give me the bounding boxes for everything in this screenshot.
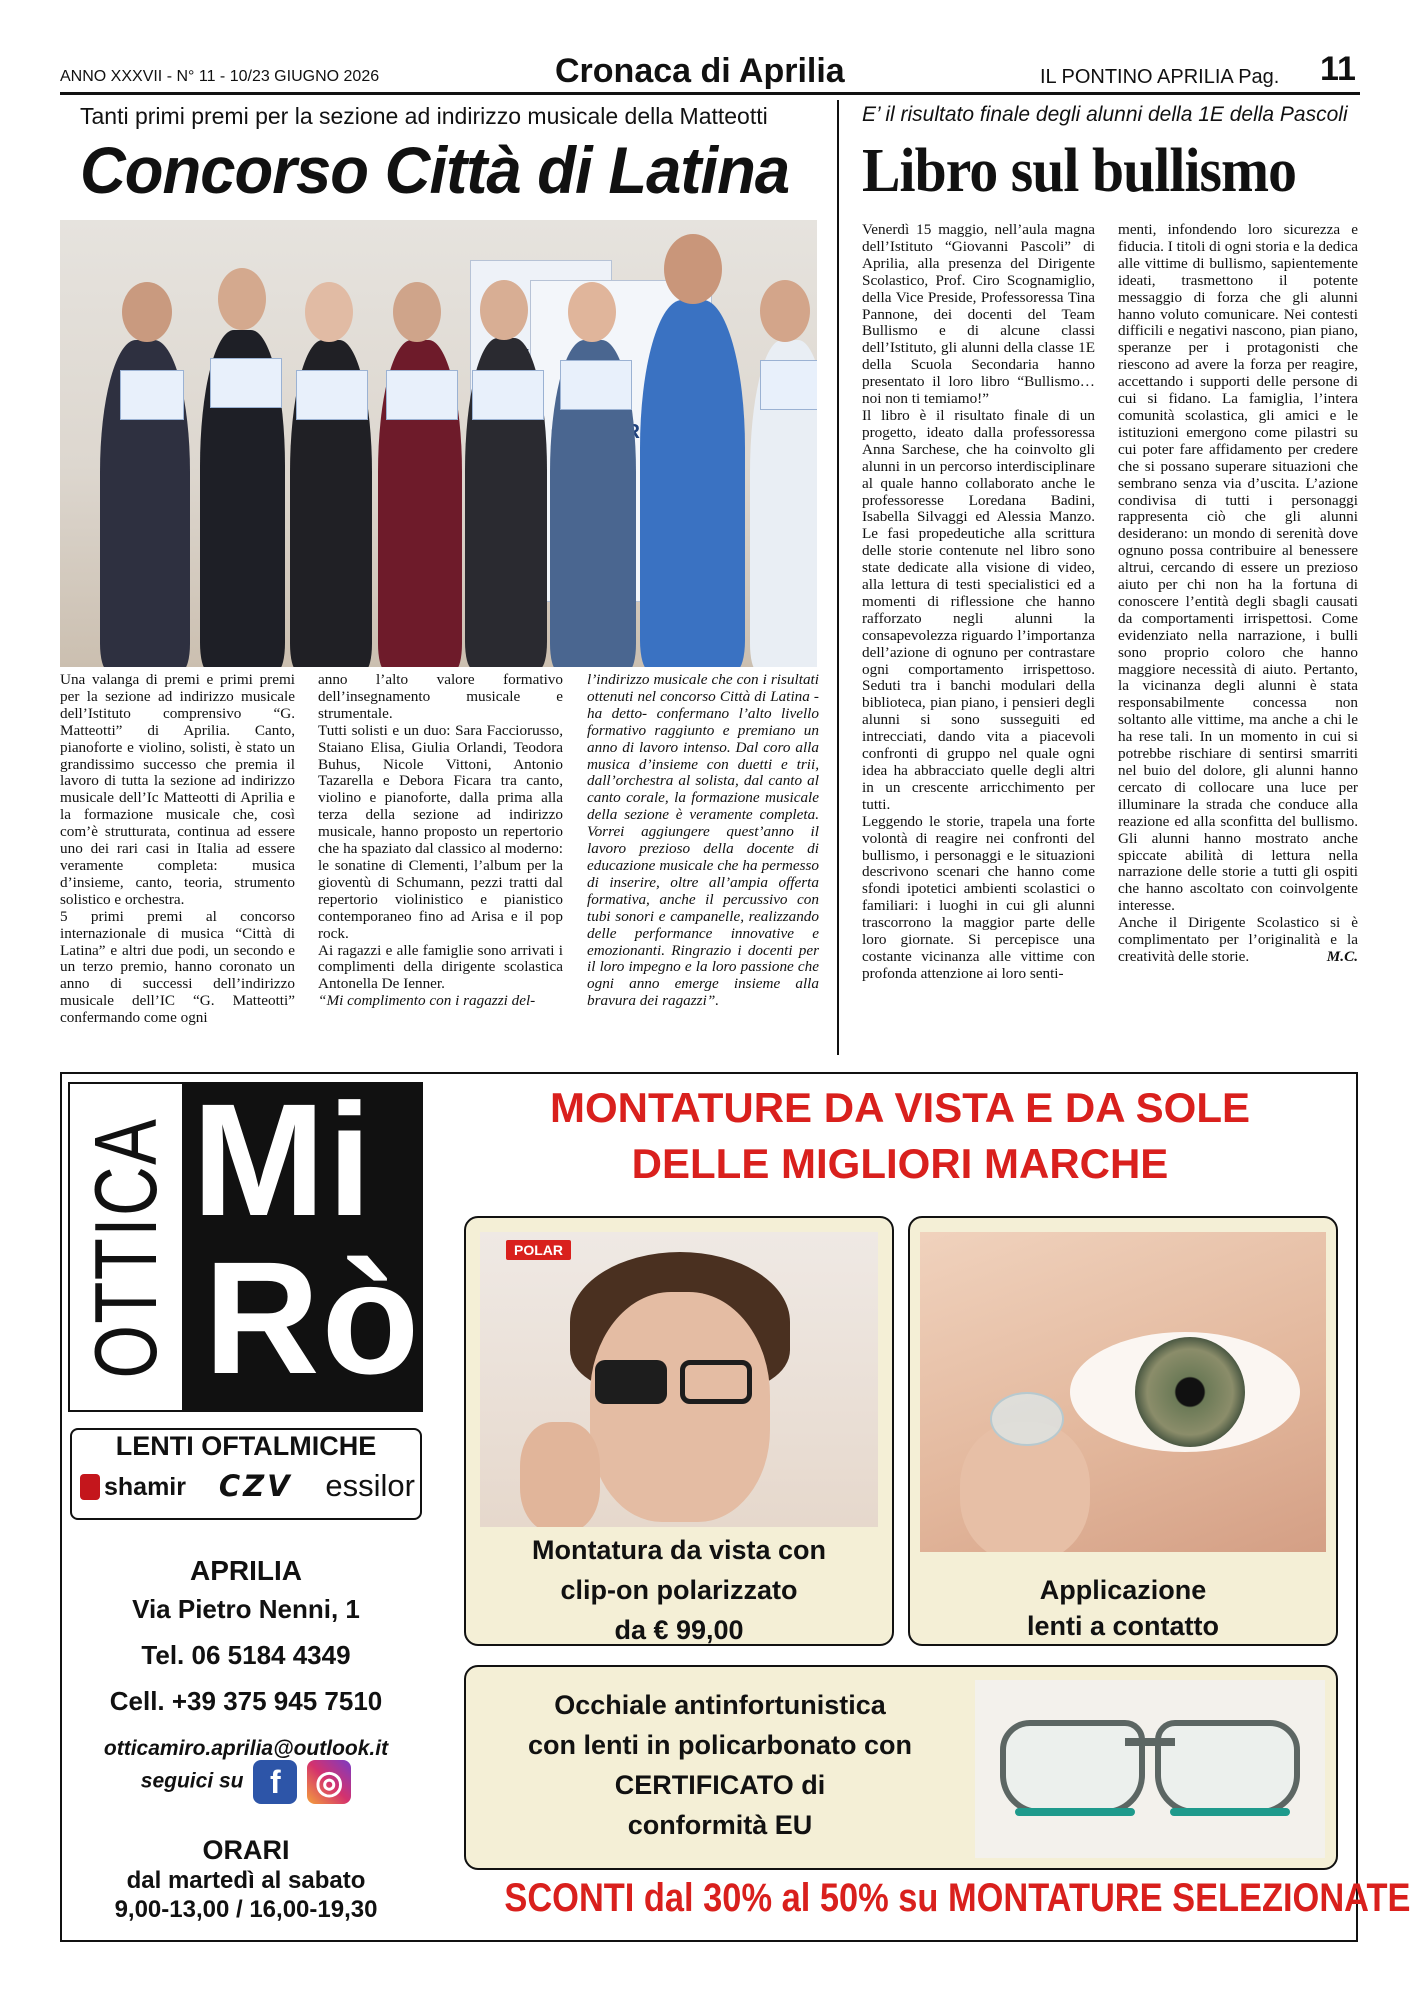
paragraph: Una valanga di premi e primi premi per la sezione ad indirizzo musicale dell’Istituto comprensivo “G. Matteotti” di Aprilia. Canto, pianoforte e violino, solisti, è stato un grandissimo successo che premia il lavoro di tutta la sezione ad indirizzo musicale dell’Ic Matteotti di Aprilia e la formazione musicale che, così com’è strutturata, continua ad essere uno dei rari casi in Italia ad essere veramente completa: musica d’insieme, canto, teoria, strumento solistico e orchestra.	[60, 671, 295, 908]
offer-line: lenti a contatto	[1026, 1611, 1219, 1641]
clip-on-lens-icon	[595, 1360, 667, 1404]
article-left-column-3	[587, 672, 819, 1010]
teal-trim-icon	[1015, 1808, 1135, 1816]
headline-line-2: DELLE MIGLIORI MARCHE	[631, 1140, 1169, 1187]
logo-ottica-text: OTTICA	[76, 1117, 175, 1379]
ad-headline	[440, 1080, 1360, 1192]
contact-lens-text	[912, 1572, 1334, 1644]
person-6-head	[568, 282, 616, 342]
certificate	[472, 370, 544, 420]
certificate	[210, 358, 282, 408]
shop-contacts	[70, 1552, 422, 1768]
contact-lens-icon	[990, 1392, 1064, 1446]
article-title: Concorso Città di Latina	[80, 133, 790, 207]
article-left-column-1	[60, 672, 295, 1027]
certificate	[560, 360, 632, 410]
brand-essilor: essilor	[325, 1468, 415, 1503]
iris-icon	[1135, 1337, 1245, 1447]
offer-line: con lenti in policarbonato con	[527, 1730, 912, 1760]
paragraph	[1118, 915, 1358, 966]
social-links	[70, 1760, 422, 1804]
person-5-head	[480, 280, 528, 340]
closing-sentence: Anche il Dirigente Scolastico si è complimentato per l’originalità e la creatività delle storie.	[1118, 914, 1358, 965]
brand-label: shamir	[104, 1472, 186, 1501]
article-kicker: E’ il risultato finale degli alunni della 1E della Pascoli	[862, 103, 1348, 126]
person-8-head	[760, 280, 810, 342]
offer-line: CERTIFICATO di	[614, 1770, 826, 1800]
person-2-head	[218, 268, 266, 330]
polar-badge: POLAR	[506, 1240, 571, 1260]
paragraph: Venerdì 15 maggio, nell’aula magna dell’Istituto “Giovanni Pascoli” di Aprilia, alla presenza del Dirigente Scolastico, Prof. Ciro Scognamiglio, della Vice Preside, Professoressa Tina Pannone, dei docenti del Team Bullismo e di alcune classi dell’Istituto, gli alunni della classe 1E della Scuola Secondaria hanno presentato il loro libro “Bullismo…noi non ti temiamo!”	[862, 221, 1095, 408]
lens-brands	[80, 1468, 415, 1504]
paper-name: IL PONTINO APRILIA Pag.	[1040, 66, 1280, 88]
hours-days: dal martedì al sabato	[126, 1867, 366, 1894]
facebook-icon[interactable]: f	[253, 1760, 297, 1804]
hours-times: 9,00-13,00 / 16,00-19,30	[114, 1896, 378, 1923]
offer-price: da € 99,00	[614, 1615, 744, 1645]
paragraph: Ai ragazzi e alle famiglie sono arrivati i complimenti della dirigente scolastica Antonella De Ienner.	[318, 941, 563, 993]
headline-line-1: MONTATURE DA VISTA E DA SOLE	[550, 1084, 1250, 1131]
shop-phone: Tel. 06 5184 4349	[141, 1640, 351, 1670]
paragraph: 5 primi premi al concorso internazionale di musica “Città di Latina” e altri due podi, un secondo e un terzo premio, hanno coronato un anno di successi dell’indirizzo musicale dell’IC “G. Matteotti” confermando come ogni	[60, 907, 295, 1027]
section-title: Cronaca di Aprilia	[555, 52, 845, 90]
paragraph: anno l’alto valore formativo dell’insegnamento musicale e strumentale.	[318, 671, 563, 722]
safety-glasses-photo	[975, 1680, 1325, 1858]
offer-line: Occhiale antinfortunistica	[554, 1690, 886, 1720]
logo-ro-text: Rò	[204, 1228, 422, 1407]
brand-czv: CZV	[218, 1469, 293, 1503]
shop-city: APRILIA	[190, 1555, 302, 1586]
face-shape	[590, 1292, 770, 1522]
paragraph: Tutti solisti e un duo: Sara Facciorusso, Staiano Elisa, Giulia Orlandi, Teodora Buhus, Nicole Vittoni, Antonio Tazarella e Debora Ficara tra canto, violino e pianoforte, dalla prima alla terza della sezione ad indirizzo musicale, hanno proposto un repertorio che ha spaziato dal classico al moderno: le sonatine di Clementi, l’album per la gioventù di Schumann, pezzi tratti dal repertorio violinistico e pianistico contemporaneo fino ad Arisa e il pop rock.	[318, 721, 563, 942]
teal-trim-icon	[1170, 1808, 1290, 1816]
bridge-icon	[1125, 1738, 1175, 1746]
frames-offer-text	[468, 1530, 890, 1650]
article-title: Libro sul bullismo	[862, 137, 1297, 205]
instagram-icon[interactable]: ◎	[307, 1760, 351, 1804]
offer-line: Montatura da vista con	[531, 1535, 827, 1565]
article-right-column-1	[862, 222, 1095, 983]
certificate	[120, 370, 184, 420]
column-divider	[837, 100, 839, 1055]
certificate	[386, 370, 458, 420]
shop-email[interactable]: otticamiro.aprilia@outlook.it	[103, 1737, 389, 1760]
group-photo	[60, 220, 817, 667]
offer-line: clip-on polarizzato	[560, 1575, 798, 1605]
opening-hours	[70, 1834, 422, 1924]
person-1-head	[122, 282, 172, 342]
page-number: 11	[1320, 50, 1356, 88]
logo-mi-text: Mi	[192, 1070, 374, 1249]
hand-shape	[520, 1422, 600, 1527]
paragraph: l’indirizzo musicale che con i risultati ottenuti nel concorso Città di Latina -ha detto- confermano l’alto livello formativo raggiunto e premiano un anno di lavoro intenso. Dal coro alla musica d’insieme con duetti e trii, dall’orchestra al solista, dal canto al canto corale, la formazione musicale della sezione è veramente completa. Vorrei aggiungere quest’anno il lavoro prezioso della docente di educazione musicale che ha permesso di inserire, oltre all’ampia offerta formativa, anche il percussivo con tubi sonori e campanelle, realizzando delle performance innovative e emozionanti. Ringrazio i docenti per il loro impegno e la loro passione che ogni anno emerge insieme alla bravura dei ragazzi”.	[587, 671, 819, 1010]
person-7-head	[664, 234, 722, 304]
shop-address: Via Pietro Nenni, 1	[132, 1594, 360, 1624]
person-4-head	[393, 282, 441, 342]
person-7	[640, 300, 745, 667]
certificate	[760, 360, 817, 410]
offer-line: Applicazione	[1039, 1575, 1207, 1605]
issue-info: ANNO XXXVII - N° 11 - 10/23 GIUGNO 2026	[60, 68, 380, 85]
paragraph: “Mi complimento con i ragazzi del-	[318, 992, 536, 1010]
frame-lens-icon	[680, 1360, 752, 1404]
right-lens-icon	[1155, 1720, 1300, 1815]
model-with-glasses-photo	[480, 1232, 878, 1527]
contact-lens-photo	[920, 1232, 1326, 1552]
hours-title: ORARI	[202, 1835, 290, 1865]
article-left-column-2	[318, 672, 563, 1010]
paragraph: menti, infondendo loro sicurezza e fiducia. I titoli di ogni storia e la dedica alle vittime di bullismo, sapientemente ideati, trasmettono il potente messaggio di forza che gli alunni hanno voluto comunicare. Nei contesti difficili e negativi nascono, pian piano, speranze per i protagonisti che riescono ad avere la forza per reagire, accettando i supporti delle persone di cui si fidano. La famiglia, l’intera comunità scolastica, gli amici e le istituzioni emergono come pilastri su cui poter fare affidamento per credere che si possano superare situazioni che sembrano senza via d’uscita. L’azione condivisa di tutti i personaggi rappresenta ciò che gli alunni desiderano: un mondo di serenità dove ognuno possa contribuire al benessere altrui, cercando di essere un prezioso aiuto per chi non ha la fortuna di conoscere l’entità degli sbagli causati da comportamenti irrispettosi. Come evidenziato nella narrazione, i bulli sono proprio coloro che hanno maggiore necessità di aiuto. Pertanto, la vicinanza degli alunni è stata responsabilmente concessa non soltanto alle vittime, ma anche a chi le ha rese tali. In un momento in cui si potrebbe rischiare di sentirsi smarriti nel buio del dolore, gli alunni hanno cercato di collocare una luce per illuminare la strada che conduce alla reazione ed alla sconfitta del bullismo. Gli alunni hanno mostrato anche spiccate abilità di lettura nella narrazione delle storie a tutti gli ospiti che hanno ascoltato con coinvolgente interesse.	[1118, 221, 1358, 915]
follow-label: seguici su	[140, 1769, 244, 1793]
author-signature: M.C.	[1326, 947, 1358, 965]
shop-mobile: Cell. +39 375 945 7510	[109, 1686, 383, 1716]
left-lens-icon	[1000, 1720, 1145, 1815]
article-right-column-2	[1118, 222, 1358, 966]
paragraph: Leggendo le storie, trapela una forte volontà di reagire nei confronti del bullismo, i personaggi e le situazioni descrivono scenari che hanno come sfondi ipotetici ambienti scolastici o familiari: i luoghi in cui gli alunni trascorrono la maggior parte delle loro giornate. Si percepisce una costante vicinanza alle vittime con profonda attenzione ai loro senti-	[862, 812, 1095, 982]
certificate	[296, 370, 368, 420]
shamir-logo-icon	[80, 1474, 100, 1500]
article-kicker: Tanti primi premi per la sezione ad indirizzo musicale della Matteotti	[80, 103, 768, 129]
header-rule	[60, 92, 1360, 95]
lenses-title: LENTI OFTALMICHE	[115, 1431, 377, 1461]
safety-glasses-text	[480, 1685, 960, 1845]
person-3-head	[305, 282, 353, 342]
paragraph: Il libro è il risultato finale di un progetto, ideato dalla professoressa Anna Sarchese, che ha coinvolto gli alunni in un percorso interdisciplinare al quale hanno collaborato anche le professoresse Loredana Badini, Isabella Silvaggi ed Alessia Manzo. Le fasi propedeutiche alla scrittura delle storie contenute nel libro sono state dedicate alla visione di video, alla lettura di testi specialistici ed a momenti di riflessione che hanno rafforzato negli alunni la consapevolezza riguardo l’importanza dell’azione di ognuno per contrastare ogni comportamento irrispettoso. Seduti tra i banchi modulari della biblioteca, pian piano, i pensieri degli alunni si sono susseguiti ed intrecciati, dando vita a piacevoli confronti di gruppo nel quale ogni idea ha abbracciato quelle degli altri in un crescente arricchimento per tutti.	[862, 406, 1095, 813]
offer-line: conformità EU	[627, 1810, 813, 1840]
discount-banner: SCONTI dal 30% al 50% su MONTATURE SELEZIONATE	[504, 1876, 1411, 1920]
brand-shamir	[80, 1470, 186, 1503]
